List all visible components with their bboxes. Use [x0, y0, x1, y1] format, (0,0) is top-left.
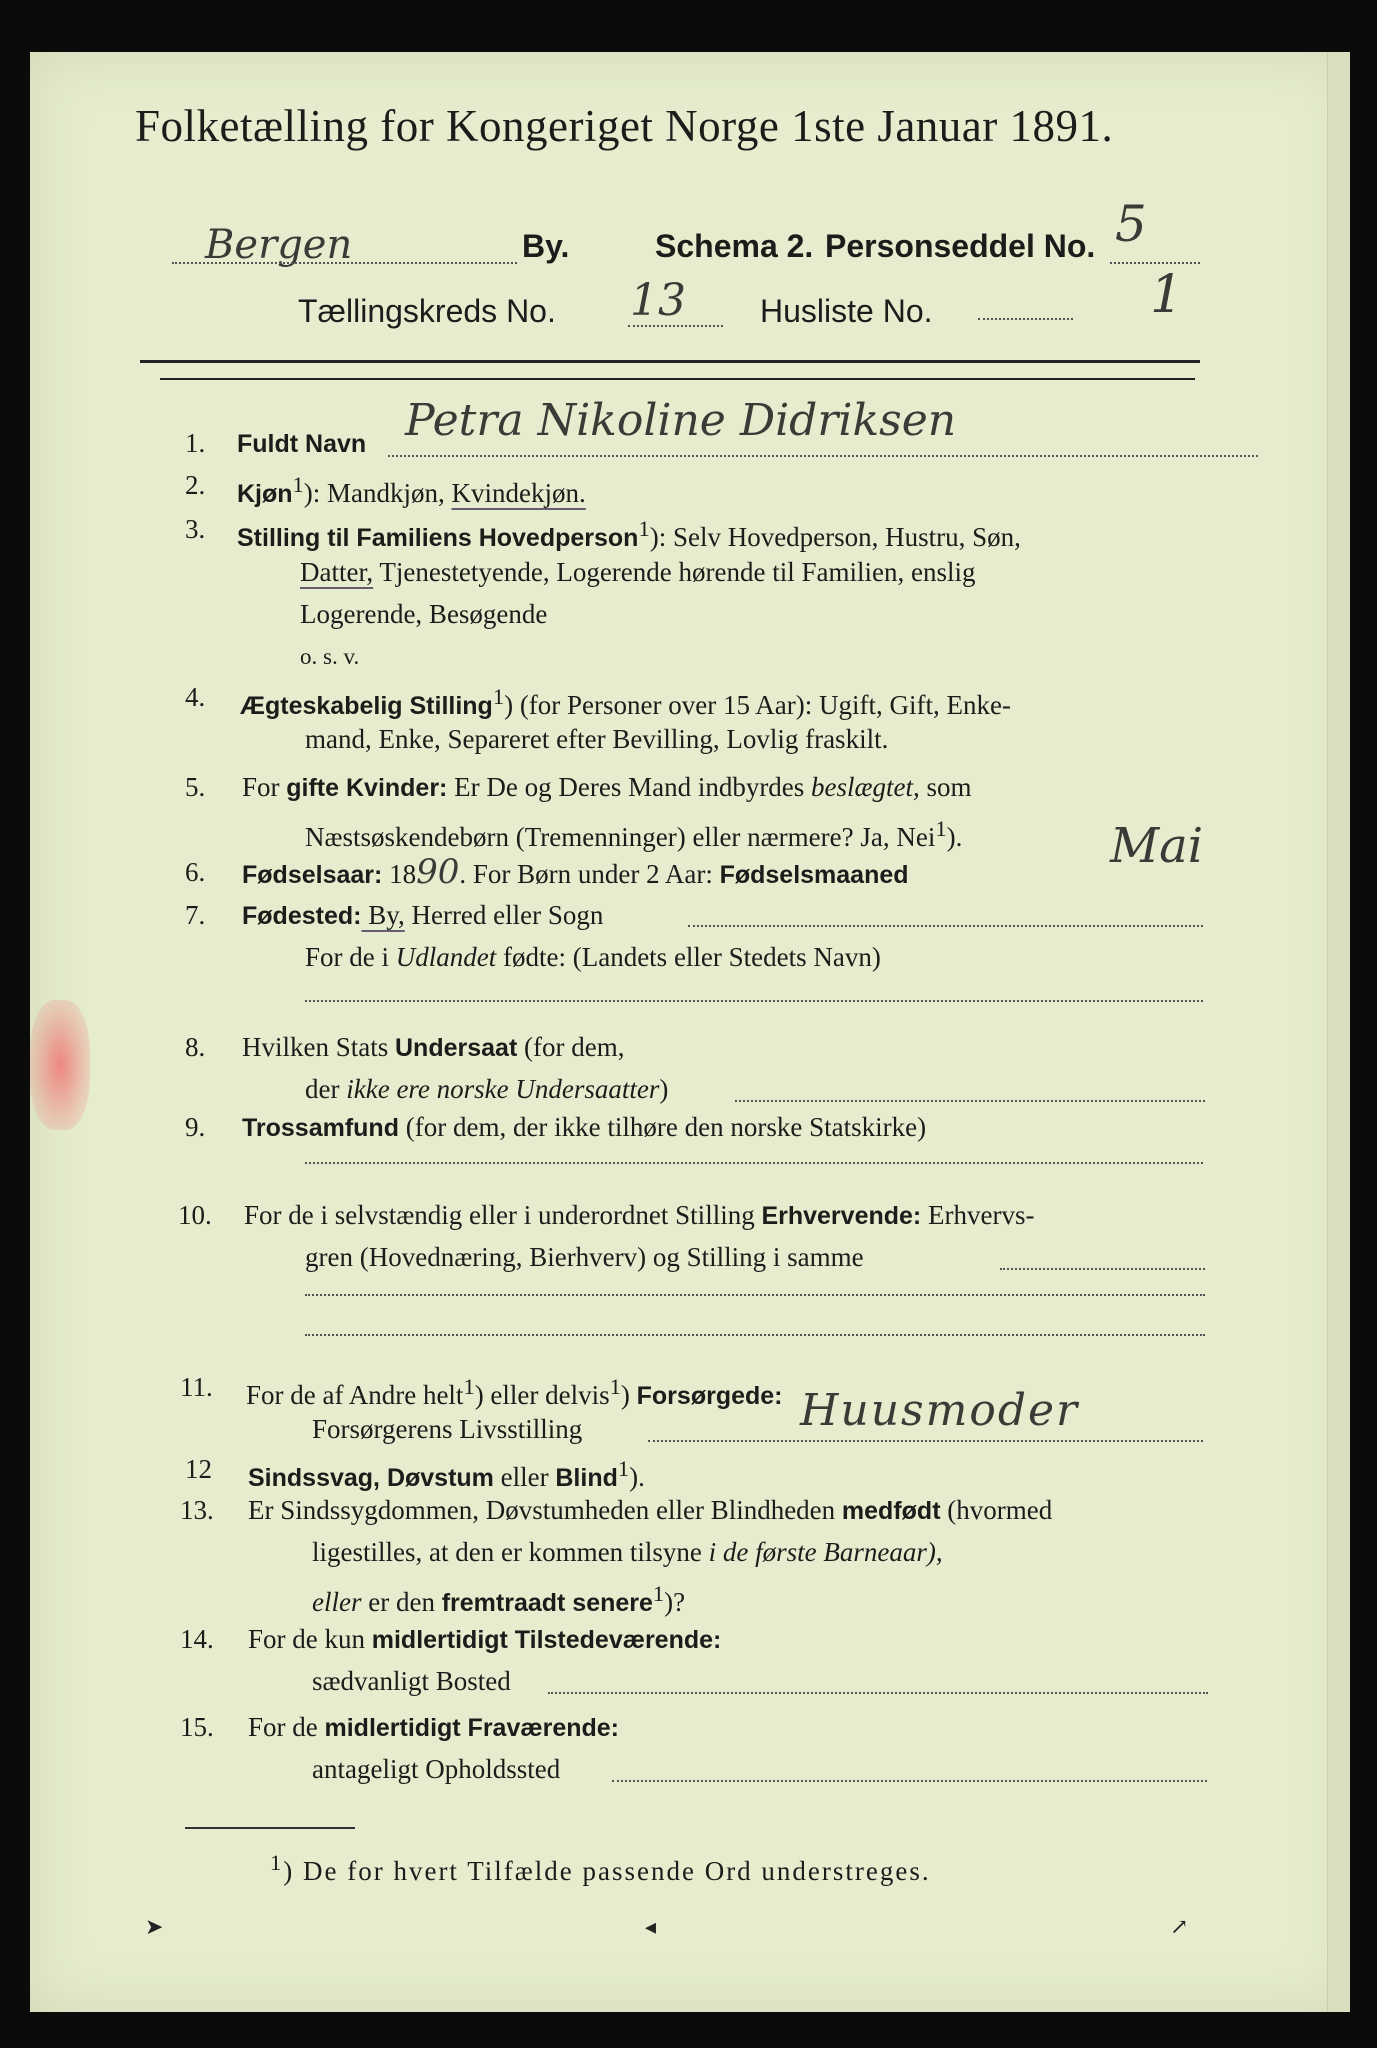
card-edge	[1327, 52, 1350, 2012]
item-7-text-1: Herred eller Sogn	[404, 900, 604, 930]
item-5-text-2b: ).	[946, 822, 963, 852]
provider-occupation-value: Huusmoder	[800, 1385, 1080, 1436]
item-10-dots	[1000, 1268, 1205, 1270]
form-title: Folketælling for Kongeriget Norge 1ste Januar 1891.	[135, 101, 1114, 151]
item-2-label: Kjøn	[237, 480, 293, 508]
by-label: By.	[522, 228, 570, 264]
item-11-footnote-ref: 1	[463, 1374, 475, 1399]
registration-mark-center: ◂	[645, 1915, 657, 1940]
item-15-number: 15.	[180, 1712, 214, 1742]
registration-mark-left: ➤	[145, 1915, 164, 1940]
item-15-label: midlertidigt Fraværende:	[324, 1714, 619, 1742]
item-3-line-1	[237, 510, 1021, 557]
item-4-text-1: ) (for Personer over 15 Aar): Ugift, Gift, Enke-	[504, 690, 1011, 720]
item-12-label-2: Blind	[555, 1464, 618, 1492]
item-11-line-1	[246, 1368, 783, 1415]
item-11-text-1c: )	[620, 1380, 637, 1410]
item-13-italic: i de første Barneaar),	[708, 1537, 943, 1567]
item-12-text-a: eller	[493, 1462, 556, 1492]
item-5-line-2	[305, 810, 962, 856]
birth-month-value: Mai	[1110, 818, 1204, 874]
item-8-italic: ikke ere norske Undersaatter	[346, 1074, 660, 1104]
item-8-dots	[735, 1100, 1205, 1102]
item-11-number: 11.	[180, 1372, 213, 1402]
item-13-text-2a: ligestilles, at den er kommen tilsyne	[312, 1537, 709, 1567]
item-8-text-1b: (for dem,	[517, 1032, 625, 1062]
item-7-line-2	[305, 938, 881, 976]
item-4-line-2: mand, Enke, Separeret efter Bevilling, Lovlig fraskilt.	[305, 724, 889, 754]
item-14-label: midlertidigt Tilstedeværende:	[371, 1626, 722, 1654]
item-10-number: 10.	[178, 1200, 212, 1230]
item-14-number: 14.	[180, 1624, 214, 1654]
item-15-line-1	[248, 1708, 619, 1747]
item-2-footnote-ref: 1	[292, 472, 304, 497]
item-13-text-3b: )?	[664, 1587, 686, 1617]
item-8-text-1a: Hvilken Stats	[242, 1032, 395, 1062]
item-11-line-2: Forsørgerens Livsstilling	[312, 1414, 583, 1444]
item-4-line-1	[240, 678, 1011, 725]
item-1-line	[237, 424, 366, 463]
taellingskreds-label: Tællingskreds No.	[298, 293, 556, 329]
item-5-italic: beslægtet,	[811, 772, 920, 802]
footnote-text: ) De for hvert Tilfælde passende Ord understreges.	[283, 1856, 931, 1886]
item-7-label: Fødested:	[242, 902, 362, 930]
item-8-text-2a: der	[305, 1074, 347, 1104]
item-13-label: medfødt	[841, 1497, 941, 1525]
item-13-label-2: fremtraadt senere	[441, 1589, 653, 1617]
husliste-dots	[978, 318, 1073, 320]
item-3-label: Stilling til Familiens Hovedperson	[237, 524, 639, 552]
item-10-line-1	[244, 1196, 1034, 1235]
taellingskreds-dots	[628, 325, 723, 327]
item-5-line-1	[242, 768, 972, 807]
item-14-line-1	[248, 1620, 721, 1659]
city-handwritten: Bergen	[205, 222, 353, 268]
item-15-line-2: antageligt Opholdssted	[312, 1754, 561, 1784]
item-3-line-3: Logerende, Besøgende	[300, 599, 548, 629]
item-12-footnote-ref: 1	[617, 1456, 630, 1481]
item-10-line-2: gren (Hovednæring, Bierhverv) og Stilling i samme	[305, 1242, 864, 1272]
item-9-text-1: (for dem, der ikke tilhøre den norske Statskirke)	[398, 1112, 927, 1142]
item-12-line	[248, 1450, 645, 1497]
item-14-line-2: sædvanligt Bosted	[312, 1666, 511, 1696]
item-12-text-b: ).	[629, 1462, 645, 1492]
item-10-text-1a: For de i selvstændig eller i underordnet Stilling	[244, 1200, 762, 1230]
footnote	[270, 1850, 931, 1887]
item-8-line-2	[305, 1070, 668, 1108]
item-15-text-1a: For de	[248, 1712, 325, 1742]
husliste-label: Husliste No.	[760, 293, 933, 329]
item-2-text-a: ): Mandkjøn,	[303, 478, 452, 508]
item-3-text-1: ): Selv Hovedperson, Hustru, Søn,	[649, 522, 1021, 552]
item-9-label: Trossamfund	[242, 1114, 399, 1142]
personseddel-number: 5	[1115, 195, 1147, 253]
item-13-italic-2: eller	[312, 1587, 362, 1617]
item-4-footnote-ref: 1	[492, 684, 505, 709]
item-11-label: Forsørgede:	[636, 1382, 783, 1410]
item-1-number: 1.	[185, 428, 206, 458]
personseddel-label: Personseddel No.	[825, 228, 1096, 264]
item-3-number: 3.	[185, 514, 206, 544]
item-12-label: Sindssvag, Døvstum	[248, 1464, 494, 1492]
taellingskreds-number: 13	[630, 275, 686, 326]
item-13-footnote-ref: 1	[652, 1581, 665, 1606]
item-13-text-3a: er den	[361, 1587, 442, 1617]
item-13-number: 13.	[180, 1495, 214, 1525]
red-stain	[30, 1000, 90, 1130]
item-7-line-1	[242, 896, 603, 935]
item-2-selected-option: Kvindekjøn.	[451, 478, 586, 508]
item-6-number: 6.	[185, 857, 206, 887]
item-14-dots	[548, 1692, 1208, 1694]
item-11-text-1b: ) eller delvis	[474, 1380, 610, 1410]
item-9-dots	[305, 1162, 1203, 1164]
item-5-label: gifte Kvinder:	[286, 774, 448, 802]
item-7-number: 7.	[185, 900, 206, 930]
item-2-line	[237, 466, 586, 513]
item-5-text-1b: som	[919, 772, 972, 802]
schema-label: Schema 2.	[655, 228, 814, 264]
item-2-number: 2.	[185, 470, 206, 500]
census-form-card	[30, 52, 1350, 2012]
item-13-line-3	[312, 1575, 685, 1622]
item-13-text-1b: (hvormed	[940, 1495, 1053, 1525]
item-7-dots	[688, 925, 1203, 927]
full-name-value: Petra Nikoline Didriksen	[405, 395, 957, 446]
item-5-pre: For	[242, 772, 287, 802]
item-7-text-2a: For de i	[305, 942, 396, 972]
footnote-rule	[185, 1827, 355, 1829]
item-11-text-1a: For de af Andre helt	[246, 1380, 464, 1410]
item-6-label-2: Fødselsmaaned	[719, 861, 909, 889]
item-13-line-1	[248, 1491, 1052, 1530]
item-15-dots	[612, 1780, 1207, 1782]
item-3-footnote-ref: 1	[638, 516, 650, 541]
item-10-dots-2	[305, 1294, 1205, 1296]
item-13-text-1a: Er Sindssygdommen, Døvstumheden eller Blindheden	[248, 1495, 842, 1525]
husliste-number: 1	[1150, 265, 1184, 325]
personseddel-dots	[1110, 262, 1200, 264]
item-10-dots-3	[305, 1334, 1205, 1336]
item-5-footnote-ref: 1	[935, 816, 947, 841]
item-8-label: Undersaat	[395, 1034, 518, 1062]
item-6-text-a: 18	[382, 859, 417, 889]
item-11-footnote-ref-2: 1	[609, 1374, 621, 1399]
footnote-ref: 1	[270, 1850, 284, 1875]
item-8-number: 8.	[185, 1032, 206, 1062]
item-12-number: 12	[185, 1454, 212, 1484]
header-rule	[140, 360, 1200, 363]
item-5-text-2: Næstsøskendebørn (Tremenninger) eller nærmere? Ja, Nei	[305, 822, 936, 852]
item-3-line-4: o. s. v.	[300, 644, 360, 669]
item-9-line	[242, 1108, 926, 1147]
item-8-line-1	[242, 1028, 624, 1067]
item-5-number: 5.	[185, 772, 206, 802]
item-3-selected-option: Datter,	[300, 557, 374, 587]
item-10-label: Erhvervende:	[761, 1202, 922, 1230]
item-14-text-1a: For de kun	[248, 1624, 372, 1654]
item-8-text-2b: )	[659, 1074, 669, 1104]
item-6-line	[242, 853, 909, 894]
city-dots	[172, 262, 517, 264]
item-7-italic: Udlandet	[395, 942, 497, 972]
item-10-text-1b: Erhvervs-	[921, 1200, 1035, 1230]
item-5-text-1: Er De og Deres Mand indbyrdes	[447, 772, 812, 802]
item-13-line-2	[312, 1533, 943, 1571]
header-rule-2	[160, 378, 1195, 380]
item-9-number: 9.	[185, 1112, 206, 1142]
item-1-label: Fuldt Navn	[237, 430, 367, 458]
registration-mark-right: ↗	[1170, 1915, 1189, 1940]
item-1-dots	[388, 455, 1258, 457]
item-3-line-2	[300, 553, 975, 591]
item-4-label: Ægteskabelig Stilling	[240, 692, 493, 720]
item-7-selected-option: By,	[361, 900, 405, 930]
item-7-text-2b: fødte: (Landets eller Stedets Navn)	[496, 942, 881, 972]
item-6-text-b: . For Børn under 2 Aar:	[459, 859, 720, 889]
item-3-text-2: Tjenestetyende, Logerende hørende til Familien, enslig	[373, 557, 976, 587]
item-11-dots	[648, 1440, 1203, 1442]
item-6-label: Fødselsaar:	[242, 861, 383, 889]
item-7-dots-2	[305, 1000, 1203, 1002]
item-4-number: 4.	[185, 682, 206, 712]
birth-year-value: 90	[416, 852, 460, 892]
